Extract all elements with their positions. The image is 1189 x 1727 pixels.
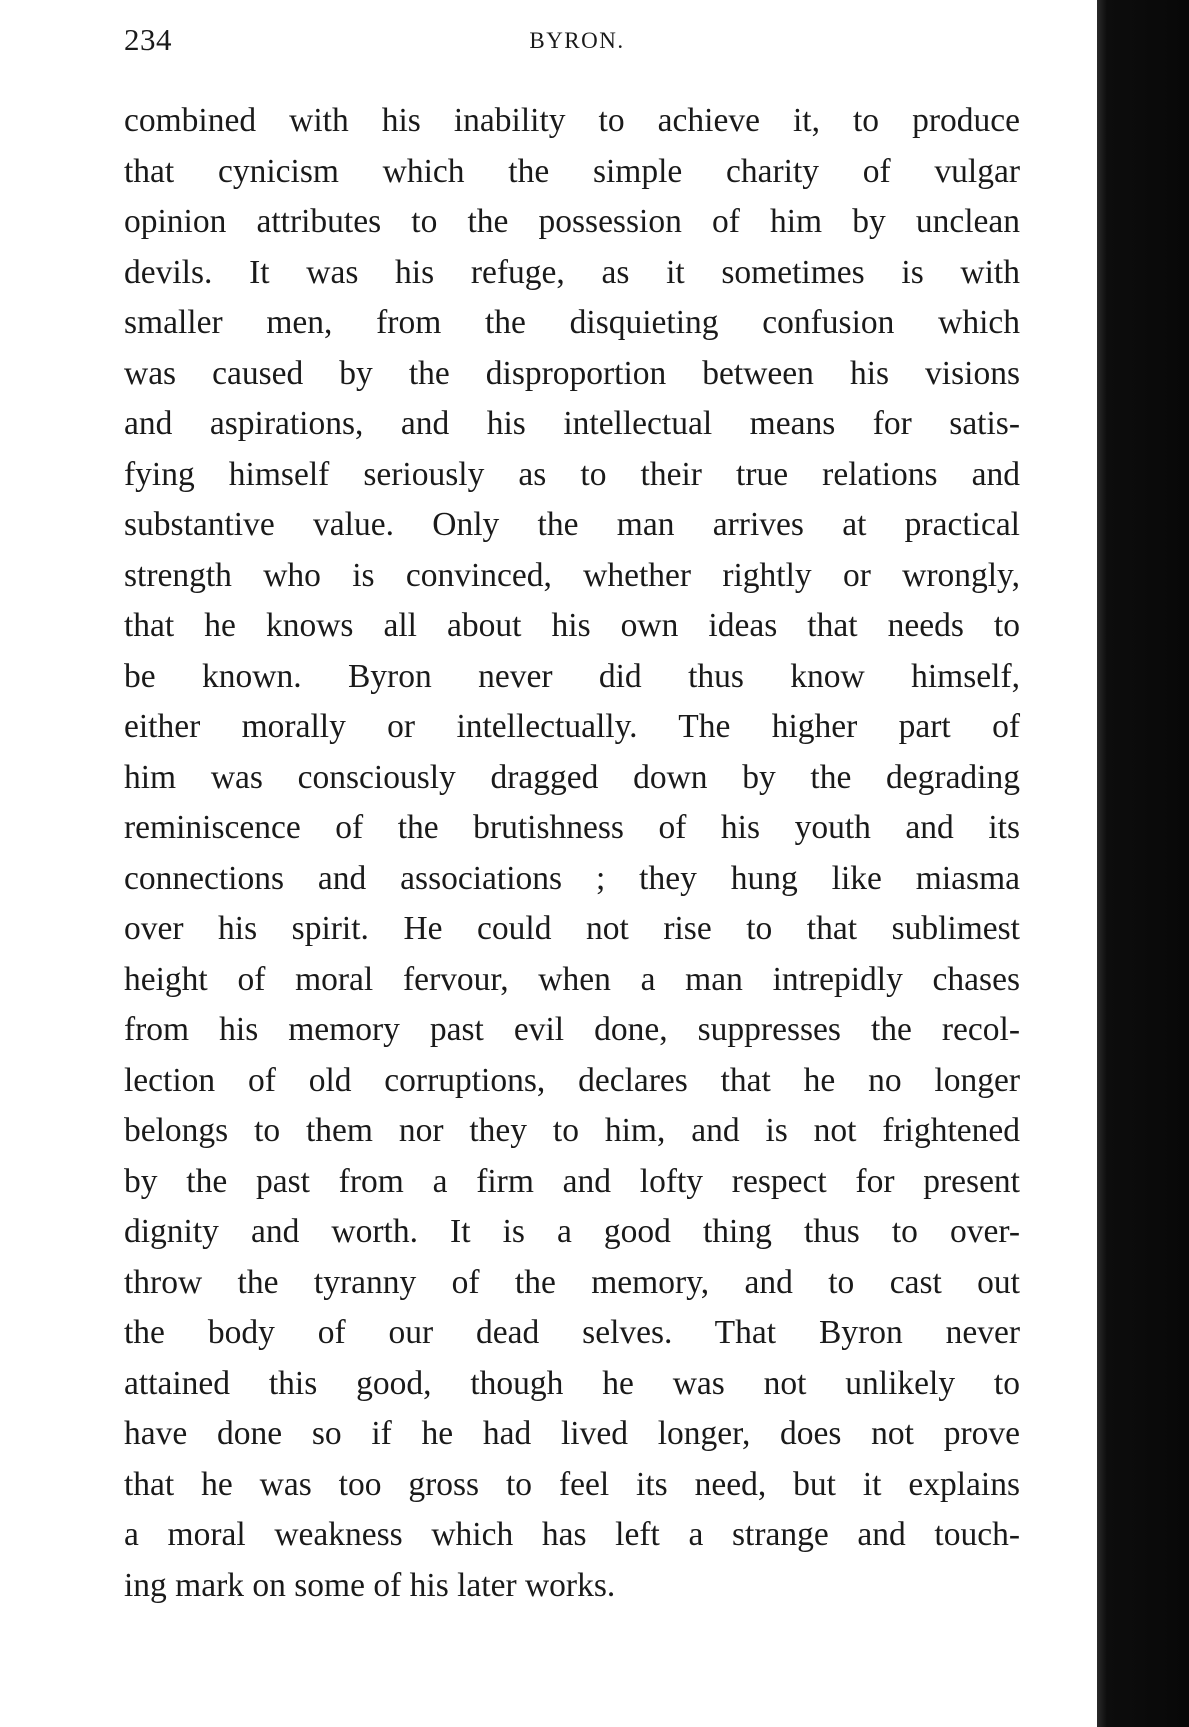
text-line: dignity and worth. It is a good thing thus to over- [124,1213,1020,1250]
text-line: ing mark on some of his later works. [124,1566,616,1604]
page-number: 234 [124,22,172,57]
text-line: either morally or intellectually. The higher part of [124,708,1020,745]
text-line: attained this good, though he was not unlikely to [124,1364,1020,1402]
page-header [124,22,1020,62]
text-line: lection of old corruptions, declares that he no longer [124,1061,1020,1099]
text-line: be known. Byron never did thus know himself, [124,657,1020,695]
text-line: that he was too gross to feel its need, but it explains [124,1465,1020,1503]
text-line: that he knows all about his own ideas that needs to [124,607,1020,644]
text-line: combined with his inability to achieve it, to produce [124,102,1020,139]
text-line: over his spirit. He could not rise to that sublimest [124,910,1020,947]
text-line: fying himself seriously as to their true relations and [124,455,1020,493]
text-line: throw the tyranny of the memory, and to cast out [124,1263,1020,1301]
text-line: opinion attributes to the possession of him by unclean [124,203,1020,240]
text-line: height of moral fervour, when a man intrepidly chases [124,960,1020,998]
text-line: and aspirations, and his intellectual means for satis- [124,405,1020,442]
text-line: from his memory past evil done, suppresses the recol- [124,1011,1020,1048]
text-line: reminiscence of the brutishness of his youth and its [124,809,1020,846]
binding-edge [1097,0,1189,1727]
text-line: strength who is convinced, whether rightly or wrongly, [124,556,1020,594]
text-line: was caused by the disproportion between his visions [124,354,1020,392]
text-line: that cynicism which the simple charity of vulgar [124,152,1020,190]
text-line: devils. It was his refuge, as it sometimes is with [124,253,1020,291]
text-line: him was consciously dragged down by the degrading [124,758,1020,796]
text-line: the body of our dead selves. That Byron never [124,1314,1020,1351]
text-line: smaller men, from the disquieting confusion which [124,304,1020,341]
text-line: have done so if he had lived longer, does not prove [124,1415,1020,1452]
text-line: substantive value. Only the man arrives at practical [124,506,1020,543]
running-head: BYRON. [529,28,625,53]
text-line: by the past from a firm and lofty respect for present [124,1162,1020,1200]
text-line: a moral weakness which has left a strange and touch- [124,1516,1020,1553]
text-line: belongs to them nor they to him, and is not frightened [124,1112,1020,1149]
text-line: connections and associations ; they hung like miasma [124,859,1020,897]
body-text [124,96,1020,1611]
